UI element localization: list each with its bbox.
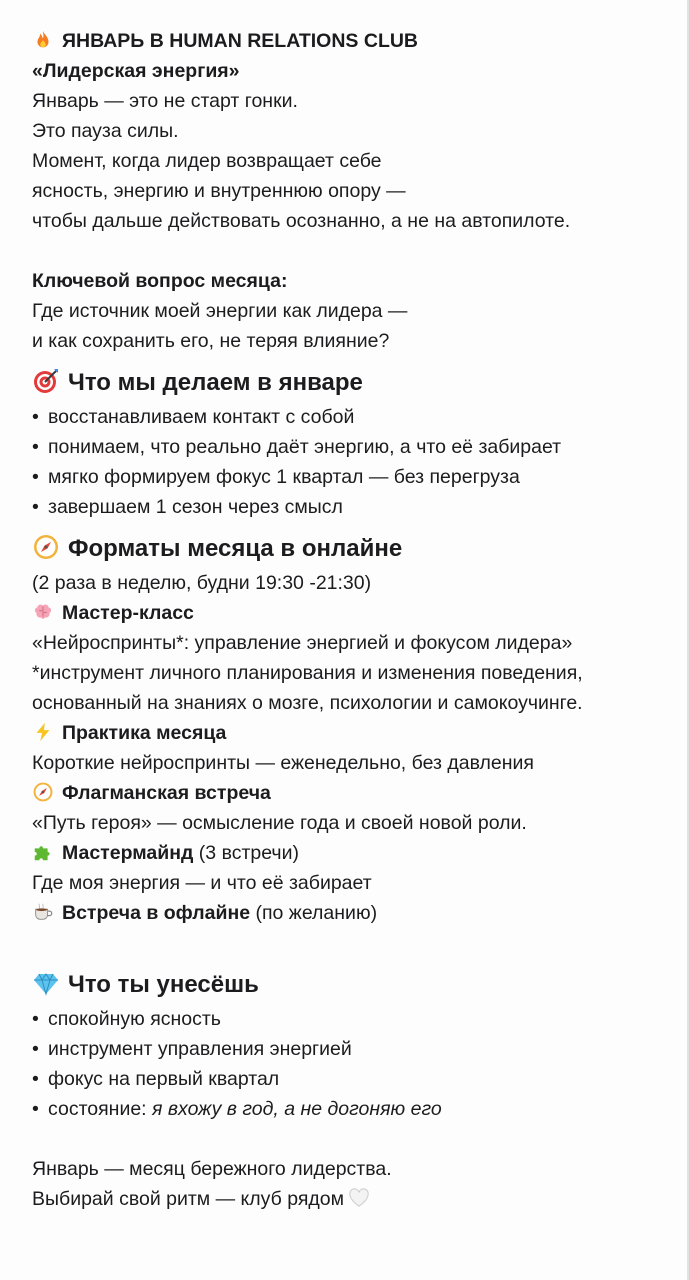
key-question-line: и как сохранить его, не теряя влияние? <box>32 330 390 352</box>
flagship-line: «Путь героя» — осмысление года и своей новой роли. <box>32 812 527 834</box>
target-icon <box>32 367 60 395</box>
intro-line: чтобы дальше действовать осознанно, а не на автопилоте. <box>32 210 571 232</box>
intro-line: Момент, когда лидер возвращает себе <box>32 150 382 172</box>
footer-line: Выбирай свой ритм — клуб рядом <box>32 1184 677 1214</box>
gem-icon <box>32 969 60 997</box>
schedule-text: (2 раза в неделю, будни 19:30 -21:30) <box>32 572 372 594</box>
coffee-icon <box>32 901 54 923</box>
message-body <box>32 26 677 1214</box>
white-heart-icon <box>348 1188 370 1208</box>
section-heading-formats: Форматы месяца в онлайне <box>32 530 677 568</box>
footer-line: Январь — месяц бережного лидерства. <box>32 1158 392 1180</box>
list-item: • спокойную ясность <box>32 1008 221 1030</box>
list-item: • фокус на первый квартал <box>32 1068 280 1090</box>
intro-line: Это пауза силы. <box>32 120 179 142</box>
post-title: ЯНВАРЬ В HUMAN RELATIONS CLUB <box>32 26 677 56</box>
masterclass-line: *инструмент личного планирования и изменения поведения, <box>32 662 583 684</box>
list-item: • восстанавливаем контакт с собой <box>32 406 355 428</box>
section-heading-january: Что мы делаем в январе <box>32 364 677 402</box>
list-item: • состояние: я вхожу в год, а не догоняю его <box>32 1098 442 1120</box>
intro-line: ясность, энергию и внутреннюю опору — <box>32 180 406 202</box>
format-flagship-label: Флагманская встреча <box>32 778 677 808</box>
intro-line: Январь — это не старт гонки. <box>32 90 298 112</box>
fire-icon <box>32 29 54 51</box>
masterclass-line: «Нейроспринты*: управление энергией и фокусом лидера» <box>32 632 573 654</box>
practice-line: Короткие нейроспринты — еженедельно, без давления <box>32 752 534 774</box>
format-offline-label: Встреча в офлайне (по желанию) <box>32 898 677 928</box>
post-subtitle: «Лидерская энергия» <box>32 60 240 82</box>
list-item: • мягко формируем фокус 1 квартал — без перегруза <box>32 466 520 488</box>
key-question-line: Где источник моей энергии как лидера — <box>32 300 408 322</box>
mastermind-line: Где моя энергия — и что её забирает <box>32 872 372 894</box>
format-practice-label: Практика месяца <box>32 718 677 748</box>
key-question-label: Ключевой вопрос месяца: <box>32 270 288 292</box>
format-mastermind-label: Мастермайнд (3 встречи) <box>32 838 677 868</box>
puzzle-icon <box>32 841 54 863</box>
list-item: • завершаем 1 сезон через смысл <box>32 496 343 518</box>
brain-icon <box>32 601 54 623</box>
compass-icon <box>32 533 60 561</box>
lightning-icon <box>32 721 54 743</box>
list-item: • инструмент управления энергией <box>32 1038 352 1060</box>
compass-icon <box>32 781 54 803</box>
list-item: • понимаем, что реально даёт энергию, а что её забирает <box>32 436 562 458</box>
masterclass-line: основанный на знаниях о мозге, психологии и самокоучинге. <box>32 692 583 714</box>
section-heading-takeaways: Что ты унесёшь <box>32 966 677 1004</box>
format-masterclass-label: Мастер-класс <box>32 598 677 628</box>
